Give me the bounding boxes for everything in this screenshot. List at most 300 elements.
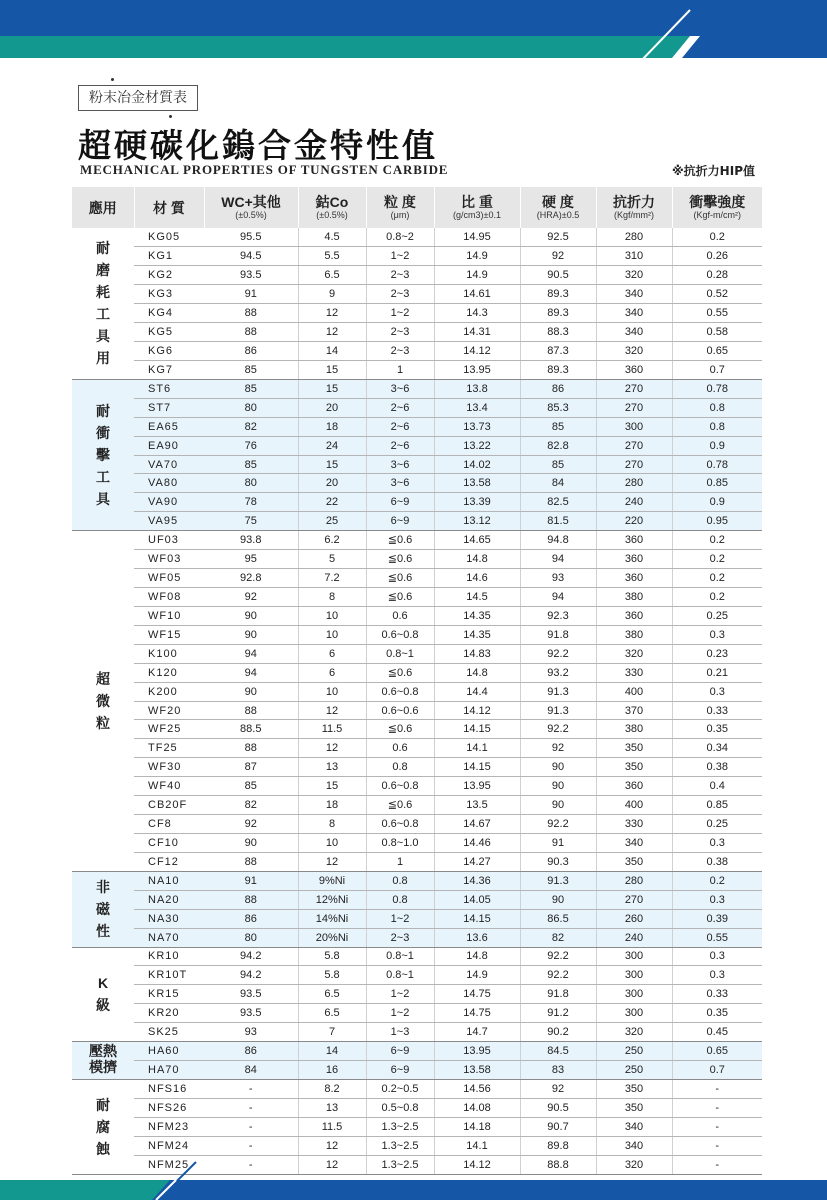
cell-grain: 1.3~2.5 bbox=[366, 1136, 434, 1155]
cell-hardness: 94.8 bbox=[520, 531, 596, 550]
cell-material: WF05 bbox=[134, 569, 204, 588]
cell-hardness: 85 bbox=[520, 455, 596, 474]
cell-hardness: 91.8 bbox=[520, 625, 596, 644]
cell-trs: 320 bbox=[596, 342, 672, 361]
cell-density: 13.6 bbox=[434, 928, 520, 947]
cell-grain: 1~2 bbox=[366, 1004, 434, 1023]
cell-wc: 90 bbox=[204, 625, 298, 644]
cell-grain: 0.6 bbox=[366, 606, 434, 625]
cell-trs: 340 bbox=[596, 1117, 672, 1136]
cell-density: 14.95 bbox=[434, 228, 520, 247]
page-subtitle: MECHANICAL PROPERTIES OF TUNGSTEN CARBIDE bbox=[80, 162, 449, 177]
cell-material: KG6 bbox=[134, 342, 204, 361]
cell-co: 15 bbox=[298, 379, 366, 398]
cell-density: 13.22 bbox=[434, 436, 520, 455]
cell-grain: 0.8~1 bbox=[366, 966, 434, 985]
table-row bbox=[72, 1023, 762, 1042]
cell-hardness: 81.5 bbox=[520, 512, 596, 531]
cell-impact: 0.58 bbox=[672, 323, 762, 342]
cell-grain: 0.6~0.8 bbox=[366, 625, 434, 644]
cell-wc: - bbox=[204, 1098, 298, 1117]
cell-co: 25 bbox=[298, 512, 366, 531]
cell-wc: 80 bbox=[204, 474, 298, 493]
cell-material: NA30 bbox=[134, 909, 204, 928]
cell-grain: 0.8 bbox=[366, 758, 434, 777]
cell-trs: 300 bbox=[596, 947, 672, 966]
cell-trs: 300 bbox=[596, 985, 672, 1004]
cell-impact: 0.7 bbox=[672, 1061, 762, 1080]
col-header-density: 比 重 (g/cm3)±0.1 bbox=[434, 187, 520, 228]
cell-impact: 0.23 bbox=[672, 644, 762, 663]
cell-hardness: 92.2 bbox=[520, 966, 596, 985]
cell-co: 4.5 bbox=[298, 228, 366, 247]
cell-hardness: 85 bbox=[520, 417, 596, 436]
table-row bbox=[72, 625, 762, 644]
table-row bbox=[72, 360, 762, 379]
cell-grain: 0.6~0.8 bbox=[366, 815, 434, 834]
col-header-material: 材 質 bbox=[134, 187, 204, 228]
cell-trs: 270 bbox=[596, 890, 672, 909]
cell-material: WF08 bbox=[134, 588, 204, 607]
cell-impact: 0.2 bbox=[672, 228, 762, 247]
cell-co: 6.5 bbox=[298, 266, 366, 285]
table-row bbox=[72, 682, 762, 701]
table-row bbox=[72, 304, 762, 323]
cell-co: 10 bbox=[298, 625, 366, 644]
cell-density: 14.31 bbox=[434, 323, 520, 342]
tag-dot-top bbox=[111, 78, 114, 81]
cell-density: 14.05 bbox=[434, 890, 520, 909]
table-row bbox=[72, 569, 762, 588]
cell-density: 14.36 bbox=[434, 871, 520, 890]
cell-co: 5.8 bbox=[298, 966, 366, 985]
cell-trs: 330 bbox=[596, 815, 672, 834]
table-row bbox=[72, 1042, 762, 1061]
cell-impact: 0.3 bbox=[672, 682, 762, 701]
cell-density: 13.95 bbox=[434, 777, 520, 796]
cell-impact: - bbox=[672, 1098, 762, 1117]
application-group-text: 非磁性 bbox=[96, 879, 110, 940]
table-row bbox=[72, 588, 762, 607]
cell-grain: 6~9 bbox=[366, 1061, 434, 1080]
cell-co: 12 bbox=[298, 304, 366, 323]
cell-density: 14.8 bbox=[434, 663, 520, 682]
cell-material: SK25 bbox=[134, 1023, 204, 1042]
cell-grain: 0.8~2 bbox=[366, 228, 434, 247]
cell-hardness: 90 bbox=[520, 777, 596, 796]
cell-grain: 2~3 bbox=[366, 285, 434, 304]
cell-density: 14.61 bbox=[434, 285, 520, 304]
col-header-co: 鈷Co (±0.5%) bbox=[298, 187, 366, 228]
table-row bbox=[72, 644, 762, 663]
cell-co: 20 bbox=[298, 398, 366, 417]
table-row bbox=[72, 663, 762, 682]
cell-material: KG7 bbox=[134, 360, 204, 379]
col-header-impact: 衝擊強度 (Kgf-m/cm²) bbox=[672, 187, 762, 228]
hip-note: ※抗折力HIP值 bbox=[672, 164, 755, 178]
cell-grain: ≦0.6 bbox=[366, 531, 434, 550]
cell-trs: 320 bbox=[596, 266, 672, 285]
cell-material: NFM23 bbox=[134, 1117, 204, 1136]
cell-hardness: 82 bbox=[520, 928, 596, 947]
cell-trs: 250 bbox=[596, 1042, 672, 1061]
cell-density: 13.58 bbox=[434, 474, 520, 493]
cell-co: 14 bbox=[298, 342, 366, 361]
cell-density: 14.12 bbox=[434, 701, 520, 720]
cell-material: WF03 bbox=[134, 550, 204, 569]
cell-wc: 88 bbox=[204, 739, 298, 758]
cell-density: 13.12 bbox=[434, 512, 520, 531]
cell-hardness: 91 bbox=[520, 834, 596, 853]
cell-material: KG05 bbox=[134, 228, 204, 247]
table-row bbox=[72, 512, 762, 531]
col-header-trs: 抗折力 (Kgf/mm²) bbox=[596, 187, 672, 228]
cell-hardness: 92.2 bbox=[520, 815, 596, 834]
cell-hardness: 92.2 bbox=[520, 644, 596, 663]
cell-grain: 1~2 bbox=[366, 909, 434, 928]
table-row bbox=[72, 852, 762, 871]
cell-co: 13 bbox=[298, 758, 366, 777]
table-row bbox=[72, 247, 762, 266]
cell-co: 9%Ni bbox=[298, 871, 366, 890]
cell-co: 24 bbox=[298, 436, 366, 455]
table-row bbox=[72, 493, 762, 512]
cell-trs: 270 bbox=[596, 398, 672, 417]
table-row bbox=[72, 342, 762, 361]
cell-wc: 90 bbox=[204, 834, 298, 853]
cell-hardness: 92 bbox=[520, 247, 596, 266]
cell-co: 12 bbox=[298, 1155, 366, 1174]
cell-wc: - bbox=[204, 1079, 298, 1098]
cell-grain: 2~3 bbox=[366, 928, 434, 947]
cell-wc: 85 bbox=[204, 455, 298, 474]
cell-grain: 1.3~2.5 bbox=[366, 1155, 434, 1174]
cell-trs: 270 bbox=[596, 379, 672, 398]
cell-grain: 0.5~0.8 bbox=[366, 1098, 434, 1117]
cell-co: 18 bbox=[298, 796, 366, 815]
cell-trs: 360 bbox=[596, 360, 672, 379]
application-group-label bbox=[72, 531, 134, 872]
cell-impact: 0.25 bbox=[672, 606, 762, 625]
table-row bbox=[72, 417, 762, 436]
cell-material: KR20 bbox=[134, 1004, 204, 1023]
cell-density: 14.83 bbox=[434, 644, 520, 663]
cell-trs: 320 bbox=[596, 1023, 672, 1042]
cell-hardness: 90.3 bbox=[520, 852, 596, 871]
cell-trs: 320 bbox=[596, 1155, 672, 1174]
cell-density: 14.1 bbox=[434, 739, 520, 758]
cell-material: VA70 bbox=[134, 455, 204, 474]
cell-co: 16 bbox=[298, 1061, 366, 1080]
cell-co: 8 bbox=[298, 815, 366, 834]
cell-hardness: 93 bbox=[520, 569, 596, 588]
cell-grain: 1~2 bbox=[366, 304, 434, 323]
cell-hardness: 88.8 bbox=[520, 1155, 596, 1174]
cell-grain: 0.8 bbox=[366, 890, 434, 909]
cell-density: 14.08 bbox=[434, 1098, 520, 1117]
cell-hardness: 90 bbox=[520, 758, 596, 777]
cell-wc: 93.5 bbox=[204, 266, 298, 285]
cell-trs: 360 bbox=[596, 550, 672, 569]
cell-impact: - bbox=[672, 1136, 762, 1155]
cell-wc: 95 bbox=[204, 550, 298, 569]
cell-density: 14.27 bbox=[434, 852, 520, 871]
cell-material: WF30 bbox=[134, 758, 204, 777]
cell-hardness: 89.3 bbox=[520, 304, 596, 323]
cell-impact: 0.21 bbox=[672, 663, 762, 682]
table-row bbox=[72, 436, 762, 455]
cell-wc: 93 bbox=[204, 1023, 298, 1042]
cell-co: 20%Ni bbox=[298, 928, 366, 947]
cell-material: EA65 bbox=[134, 417, 204, 436]
cell-hardness: 92.3 bbox=[520, 606, 596, 625]
table-row bbox=[72, 606, 762, 625]
cell-impact: 0.3 bbox=[672, 625, 762, 644]
application-group-label bbox=[72, 871, 134, 947]
cell-co: 5.8 bbox=[298, 947, 366, 966]
cell-co: 15 bbox=[298, 455, 366, 474]
cell-trs: 360 bbox=[596, 606, 672, 625]
cell-wc: 90 bbox=[204, 606, 298, 625]
cell-material: NA20 bbox=[134, 890, 204, 909]
cell-material: CF8 bbox=[134, 815, 204, 834]
cell-grain: 2~6 bbox=[366, 417, 434, 436]
cell-impact: - bbox=[672, 1079, 762, 1098]
cell-impact: - bbox=[672, 1117, 762, 1136]
cell-co: 6 bbox=[298, 663, 366, 682]
cell-grain: 0.8 bbox=[366, 871, 434, 890]
cell-trs: 270 bbox=[596, 436, 672, 455]
cell-density: 14.75 bbox=[434, 985, 520, 1004]
cell-trs: 220 bbox=[596, 512, 672, 531]
cell-density: 14.15 bbox=[434, 909, 520, 928]
cell-impact: 0.65 bbox=[672, 1042, 762, 1061]
cell-impact: 0.55 bbox=[672, 928, 762, 947]
cell-density: 14.18 bbox=[434, 1117, 520, 1136]
application-group-text: 耐衝擊工具 bbox=[96, 403, 110, 508]
cell-material: WF20 bbox=[134, 701, 204, 720]
cell-material: HA70 bbox=[134, 1061, 204, 1080]
cell-density: 14.75 bbox=[434, 1004, 520, 1023]
cell-density: 14.1 bbox=[434, 1136, 520, 1155]
col-header-hardness: 硬 度 (HRA)±0.5 bbox=[520, 187, 596, 228]
section-tag bbox=[78, 85, 198, 111]
cell-grain: 1.3~2.5 bbox=[366, 1117, 434, 1136]
cell-hardness: 90.2 bbox=[520, 1023, 596, 1042]
top-band-teal bbox=[0, 36, 690, 58]
cell-hardness: 84.5 bbox=[520, 1042, 596, 1061]
cell-trs: 340 bbox=[596, 834, 672, 853]
table-row bbox=[72, 379, 762, 398]
table-row bbox=[72, 266, 762, 285]
cell-co: 12 bbox=[298, 739, 366, 758]
properties-table bbox=[72, 187, 762, 1175]
cell-trs: 360 bbox=[596, 777, 672, 796]
cell-wc: 93.5 bbox=[204, 1004, 298, 1023]
application-group-text: 耐腐蝕 bbox=[96, 1096, 110, 1157]
cell-density: 14.5 bbox=[434, 588, 520, 607]
cell-grain: 3~6 bbox=[366, 379, 434, 398]
cell-density: 14.8 bbox=[434, 550, 520, 569]
cell-wc: 82 bbox=[204, 796, 298, 815]
cell-impact: 0.2 bbox=[672, 588, 762, 607]
cell-grain: 0.6~0.8 bbox=[366, 777, 434, 796]
cell-impact: 0.52 bbox=[672, 285, 762, 304]
cell-hardness: 91.8 bbox=[520, 985, 596, 1004]
cell-hardness: 92 bbox=[520, 739, 596, 758]
cell-trs: 300 bbox=[596, 417, 672, 436]
cell-impact: 0.3 bbox=[672, 947, 762, 966]
cell-grain: 2~3 bbox=[366, 342, 434, 361]
table-row bbox=[72, 550, 762, 569]
cell-density: 14.46 bbox=[434, 834, 520, 853]
cell-co: 6.5 bbox=[298, 985, 366, 1004]
cell-wc: 84 bbox=[204, 1061, 298, 1080]
cell-grain: 0.8~1 bbox=[366, 947, 434, 966]
cell-density: 13.95 bbox=[434, 1042, 520, 1061]
col-header-grain: 粒 度 (μm) bbox=[366, 187, 434, 228]
table-row bbox=[72, 1061, 762, 1080]
cell-hardness: 86 bbox=[520, 379, 596, 398]
cell-co: 6 bbox=[298, 644, 366, 663]
table-row bbox=[72, 455, 762, 474]
cell-material: K200 bbox=[134, 682, 204, 701]
table-row bbox=[72, 985, 762, 1004]
cell-trs: 260 bbox=[596, 909, 672, 928]
cell-material: ST7 bbox=[134, 398, 204, 417]
cell-hardness: 90.5 bbox=[520, 1098, 596, 1117]
application-group-text: 超微粒 bbox=[96, 671, 110, 732]
table-body bbox=[72, 228, 762, 1174]
cell-wc: 82 bbox=[204, 417, 298, 436]
top-decorative-band bbox=[0, 0, 827, 62]
bottom-band-teal bbox=[0, 1180, 170, 1200]
cell-wc: 92.8 bbox=[204, 569, 298, 588]
cell-impact: 0.26 bbox=[672, 247, 762, 266]
cell-co: 10 bbox=[298, 834, 366, 853]
cell-grain: ≦0.6 bbox=[366, 588, 434, 607]
cell-co: 5.5 bbox=[298, 247, 366, 266]
cell-impact: 0.65 bbox=[672, 342, 762, 361]
cell-co: 15 bbox=[298, 360, 366, 379]
cell-impact: 0.28 bbox=[672, 266, 762, 285]
cell-material: KG2 bbox=[134, 266, 204, 285]
cell-material: EA90 bbox=[134, 436, 204, 455]
cell-wc: 88 bbox=[204, 701, 298, 720]
cell-wc: 91 bbox=[204, 285, 298, 304]
top-band-blue bbox=[0, 0, 827, 36]
cell-material: WF10 bbox=[134, 606, 204, 625]
cell-wc: - bbox=[204, 1117, 298, 1136]
cell-impact: 0.39 bbox=[672, 909, 762, 928]
cell-impact: 0.35 bbox=[672, 720, 762, 739]
cell-wc: 91 bbox=[204, 871, 298, 890]
table-row bbox=[72, 1079, 762, 1098]
cell-density: 13.39 bbox=[434, 493, 520, 512]
col-header-wc: WC+其他 (±0.5%) bbox=[204, 187, 298, 228]
cell-impact: 0.34 bbox=[672, 739, 762, 758]
cell-grain: 2~3 bbox=[366, 266, 434, 285]
cell-trs: 280 bbox=[596, 871, 672, 890]
table-row bbox=[72, 928, 762, 947]
cell-impact: 0.3 bbox=[672, 834, 762, 853]
cell-wc: 94.2 bbox=[204, 947, 298, 966]
cell-wc: 85 bbox=[204, 379, 298, 398]
cell-trs: 360 bbox=[596, 569, 672, 588]
cell-wc: 88.5 bbox=[204, 720, 298, 739]
cell-impact: 0.33 bbox=[672, 985, 762, 1004]
cell-material: KG1 bbox=[134, 247, 204, 266]
cell-hardness: 86.5 bbox=[520, 909, 596, 928]
cell-material: VA95 bbox=[134, 512, 204, 531]
cell-wc: 93.8 bbox=[204, 531, 298, 550]
cell-co: 6.2 bbox=[298, 531, 366, 550]
table-row bbox=[72, 323, 762, 342]
cell-wc: 85 bbox=[204, 360, 298, 379]
cell-trs: 270 bbox=[596, 455, 672, 474]
cell-trs: 340 bbox=[596, 304, 672, 323]
table-row bbox=[72, 228, 762, 247]
cell-trs: 380 bbox=[596, 720, 672, 739]
application-group-label bbox=[72, 947, 134, 1042]
cell-material: CF12 bbox=[134, 852, 204, 871]
cell-wc: 93.5 bbox=[204, 985, 298, 1004]
application-group-text: K級 bbox=[96, 975, 110, 1014]
cell-grain: ≦0.6 bbox=[366, 796, 434, 815]
cell-impact: 0.78 bbox=[672, 455, 762, 474]
cell-wc: 80 bbox=[204, 398, 298, 417]
cell-density: 14.9 bbox=[434, 247, 520, 266]
top-band-blue-right bbox=[682, 36, 827, 58]
cell-grain: ≦0.6 bbox=[366, 569, 434, 588]
cell-wc: 76 bbox=[204, 436, 298, 455]
cell-density: 14.35 bbox=[434, 606, 520, 625]
table-row bbox=[72, 531, 762, 550]
cell-material: KR10T bbox=[134, 966, 204, 985]
cell-trs: 320 bbox=[596, 644, 672, 663]
cell-material: UF03 bbox=[134, 531, 204, 550]
cell-co: 20 bbox=[298, 474, 366, 493]
cell-grain: ≦0.6 bbox=[366, 720, 434, 739]
cell-density: 14.15 bbox=[434, 720, 520, 739]
cell-material: KG5 bbox=[134, 323, 204, 342]
cell-wc: 94 bbox=[204, 663, 298, 682]
cell-material: VA80 bbox=[134, 474, 204, 493]
cell-hardness: 94 bbox=[520, 550, 596, 569]
cell-hardness: 89.3 bbox=[520, 360, 596, 379]
cell-material: WF40 bbox=[134, 777, 204, 796]
cell-co: 6.5 bbox=[298, 1004, 366, 1023]
cell-impact: 0.2 bbox=[672, 871, 762, 890]
cell-grain: 0.6~0.6 bbox=[366, 701, 434, 720]
cell-trs: 310 bbox=[596, 247, 672, 266]
cell-wc: - bbox=[204, 1155, 298, 1174]
cell-density: 14.15 bbox=[434, 758, 520, 777]
table-row bbox=[72, 909, 762, 928]
table-row bbox=[72, 1136, 762, 1155]
cell-grain: 3~6 bbox=[366, 474, 434, 493]
cell-material: TF25 bbox=[134, 739, 204, 758]
cell-hardness: 92 bbox=[520, 1079, 596, 1098]
cell-impact: 0.2 bbox=[672, 531, 762, 550]
cell-density: 14.65 bbox=[434, 531, 520, 550]
cell-wc: 92 bbox=[204, 815, 298, 834]
cell-material: WF25 bbox=[134, 720, 204, 739]
cell-material: K120 bbox=[134, 663, 204, 682]
cell-impact: 0.4 bbox=[672, 777, 762, 796]
cell-co: 7 bbox=[298, 1023, 366, 1042]
table-row bbox=[72, 398, 762, 417]
